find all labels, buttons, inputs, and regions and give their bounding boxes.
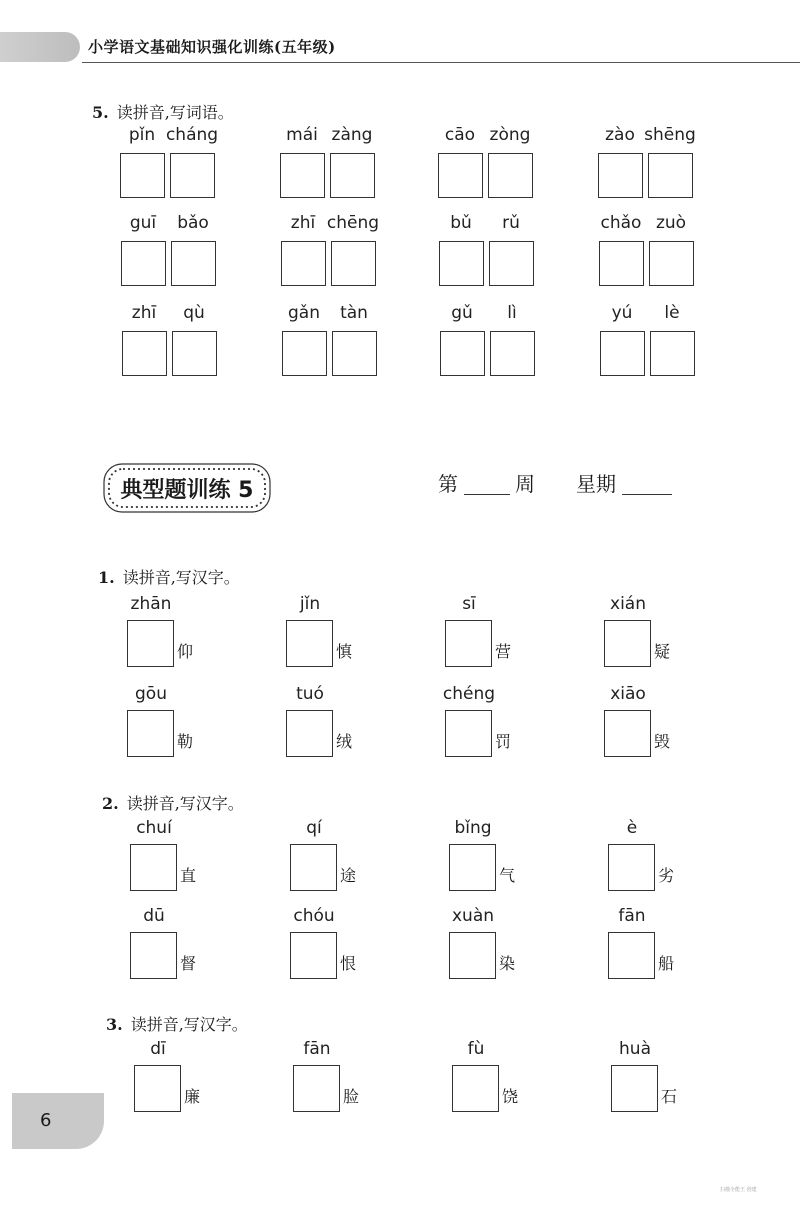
s2-title <box>102 791 244 814</box>
given-character: 石 <box>661 1087 678 1106</box>
answer-box[interactable] <box>127 620 174 667</box>
weekday-label: 星期 <box>576 472 616 496</box>
header-divider <box>82 62 800 63</box>
answer-box[interactable] <box>489 241 534 286</box>
answer-box[interactable] <box>281 241 326 286</box>
answer-box[interactable] <box>290 932 337 979</box>
given-character: 营 <box>495 642 512 661</box>
answer-box[interactable] <box>449 932 496 979</box>
pinyin-syllable: xián <box>610 594 646 614</box>
answer-box[interactable] <box>445 710 492 757</box>
given-character: 疑 <box>654 642 671 661</box>
pinyin-syllable: chǎo <box>600 213 642 233</box>
answer-box[interactable] <box>608 844 655 891</box>
answer-box[interactable] <box>598 153 643 198</box>
pinyin-syllable: xiāo <box>610 684 646 704</box>
pinyin-syllable: xuàn <box>451 906 495 926</box>
given-character: 途 <box>340 866 357 885</box>
pinyin-syllable: tuó <box>296 684 324 704</box>
pinyin-syllable: bǐng <box>454 818 492 838</box>
scanner-watermark: 扫描全能王 创建 <box>720 1187 757 1193</box>
week-prefix: 第 <box>438 472 458 496</box>
pinyin-syllable: fù <box>467 1039 485 1059</box>
pinyin-syllable: cháng <box>165 125 219 145</box>
answer-box[interactable] <box>452 1065 499 1112</box>
given-character: 恨 <box>340 954 357 973</box>
pinyin-syllable: huà <box>619 1039 651 1059</box>
week-mid: 周 <box>515 472 535 496</box>
page-number: 6 <box>40 1110 52 1131</box>
s3-number: 3. <box>106 1015 123 1034</box>
answer-box[interactable] <box>599 241 644 286</box>
pinyin-syllable: lì <box>507 303 517 323</box>
pinyin-syllable: zhī <box>131 303 157 323</box>
s1-title <box>98 565 240 588</box>
pinyin-syllable: lè <box>664 303 680 323</box>
pinyin-syllable: shēng <box>644 125 696 145</box>
answer-box[interactable] <box>286 620 333 667</box>
answer-box[interactable] <box>127 710 174 757</box>
answer-box[interactable] <box>171 241 216 286</box>
answer-box[interactable] <box>449 844 496 891</box>
pinyin-syllable: zhān <box>130 594 172 614</box>
pinyin-syllable: guī <box>129 213 157 233</box>
pinyin-syllable: bǎo <box>177 213 209 233</box>
s3-instruction: 读拼音,写汉字。 <box>130 1015 248 1034</box>
answer-box[interactable] <box>122 331 167 376</box>
answer-box[interactable] <box>445 620 492 667</box>
given-character: 劣 <box>658 866 675 885</box>
answer-box[interactable] <box>120 153 165 198</box>
banner-title: 典型题训练 5 <box>120 477 254 503</box>
answer-box[interactable] <box>649 241 694 286</box>
answer-box[interactable] <box>286 710 333 757</box>
q5-number: 5. <box>92 103 109 122</box>
given-character: 毁 <box>654 732 671 751</box>
pinyin-syllable: zào <box>605 125 635 145</box>
pinyin-syllable: fān <box>618 906 646 926</box>
answer-box[interactable] <box>290 844 337 891</box>
given-character: 勒 <box>177 732 194 751</box>
answer-box[interactable] <box>121 241 166 286</box>
answer-box[interactable] <box>172 331 217 376</box>
answer-box[interactable] <box>604 620 651 667</box>
s1-instruction: 读拼音,写汉字。 <box>122 568 240 587</box>
pinyin-syllable: mái <box>286 125 318 145</box>
answer-box[interactable] <box>170 153 215 198</box>
s3-title <box>106 1012 248 1035</box>
answer-box[interactable] <box>330 153 375 198</box>
given-character: 罚 <box>495 732 512 751</box>
answer-box[interactable] <box>282 331 327 376</box>
pinyin-syllable: zòng <box>489 125 531 145</box>
page-tab <box>12 1093 104 1149</box>
answer-box[interactable] <box>331 241 376 286</box>
weekday-blank[interactable] <box>622 494 672 495</box>
answer-box[interactable] <box>130 932 177 979</box>
section-banner <box>100 460 274 516</box>
answer-box[interactable] <box>490 331 535 376</box>
given-character: 廉 <box>184 1087 201 1106</box>
pinyin-syllable: bǔ <box>450 213 472 233</box>
answer-box[interactable] <box>648 153 693 198</box>
header-decoration <box>0 32 80 62</box>
answer-box[interactable] <box>439 241 484 286</box>
book-title: 小学语文基础知识强化训练(五年级) <box>88 38 336 56</box>
answer-box[interactable] <box>608 932 655 979</box>
pinyin-syllable: è <box>626 818 638 838</box>
pinyin-syllable: gǎn <box>288 303 320 323</box>
s2-instruction: 读拼音,写汉字。 <box>126 794 244 813</box>
pinyin-syllable: tàn <box>340 303 368 323</box>
pinyin-syllable: chóu <box>293 906 335 926</box>
pinyin-syllable: dū <box>143 906 165 926</box>
pinyin-syllable: qí <box>306 818 322 838</box>
pinyin-syllable: gǔ <box>451 303 473 323</box>
answer-box[interactable] <box>130 844 177 891</box>
pinyin-syllable: zuò <box>655 213 687 233</box>
answer-box[interactable] <box>611 1065 658 1112</box>
s2-number: 2. <box>102 794 119 813</box>
pinyin-syllable: chuí <box>136 818 172 838</box>
pinyin-syllable: cāo <box>444 125 476 145</box>
pinyin-syllable: rǔ <box>502 213 520 233</box>
pinyin-syllable: dī <box>150 1039 166 1059</box>
given-character: 船 <box>658 954 675 973</box>
answer-box[interactable] <box>293 1065 340 1112</box>
answer-box[interactable] <box>600 331 645 376</box>
answer-box[interactable] <box>134 1065 181 1112</box>
answer-box[interactable] <box>438 153 483 198</box>
s1-number: 1. <box>98 568 115 587</box>
given-character: 督 <box>180 954 197 973</box>
pinyin-syllable: qù <box>183 303 205 323</box>
pinyin-syllable: jǐn <box>299 594 321 614</box>
given-character: 慎 <box>336 642 353 661</box>
pinyin-syllable: zàng <box>331 125 373 145</box>
answer-box[interactable] <box>280 153 325 198</box>
answer-box[interactable] <box>650 331 695 376</box>
pinyin-syllable: yú <box>611 303 633 323</box>
answer-box[interactable] <box>440 331 485 376</box>
answer-box[interactable] <box>604 710 651 757</box>
pinyin-syllable: zhī <box>290 213 316 233</box>
pinyin-syllable: sī <box>462 594 476 614</box>
pinyin-syllable: chéng <box>442 684 496 704</box>
answer-box[interactable] <box>332 331 377 376</box>
week-blank[interactable] <box>464 494 510 495</box>
pinyin-syllable: fān <box>303 1039 331 1059</box>
given-character: 直 <box>180 866 197 885</box>
pinyin-syllable: gōu <box>135 684 167 704</box>
given-character: 仰 <box>177 642 194 661</box>
given-character: 气 <box>499 866 516 885</box>
pinyin-syllable: pǐn <box>128 125 156 145</box>
answer-box[interactable] <box>488 153 533 198</box>
given-character: 脸 <box>343 1087 360 1106</box>
given-character: 饶 <box>502 1087 519 1106</box>
pinyin-syllable: chēng <box>326 213 380 233</box>
given-character: 绒 <box>336 732 353 751</box>
q5-instruction: 读拼音,写词语。 <box>116 103 234 122</box>
q5-title <box>92 100 234 123</box>
given-character: 染 <box>499 954 516 973</box>
